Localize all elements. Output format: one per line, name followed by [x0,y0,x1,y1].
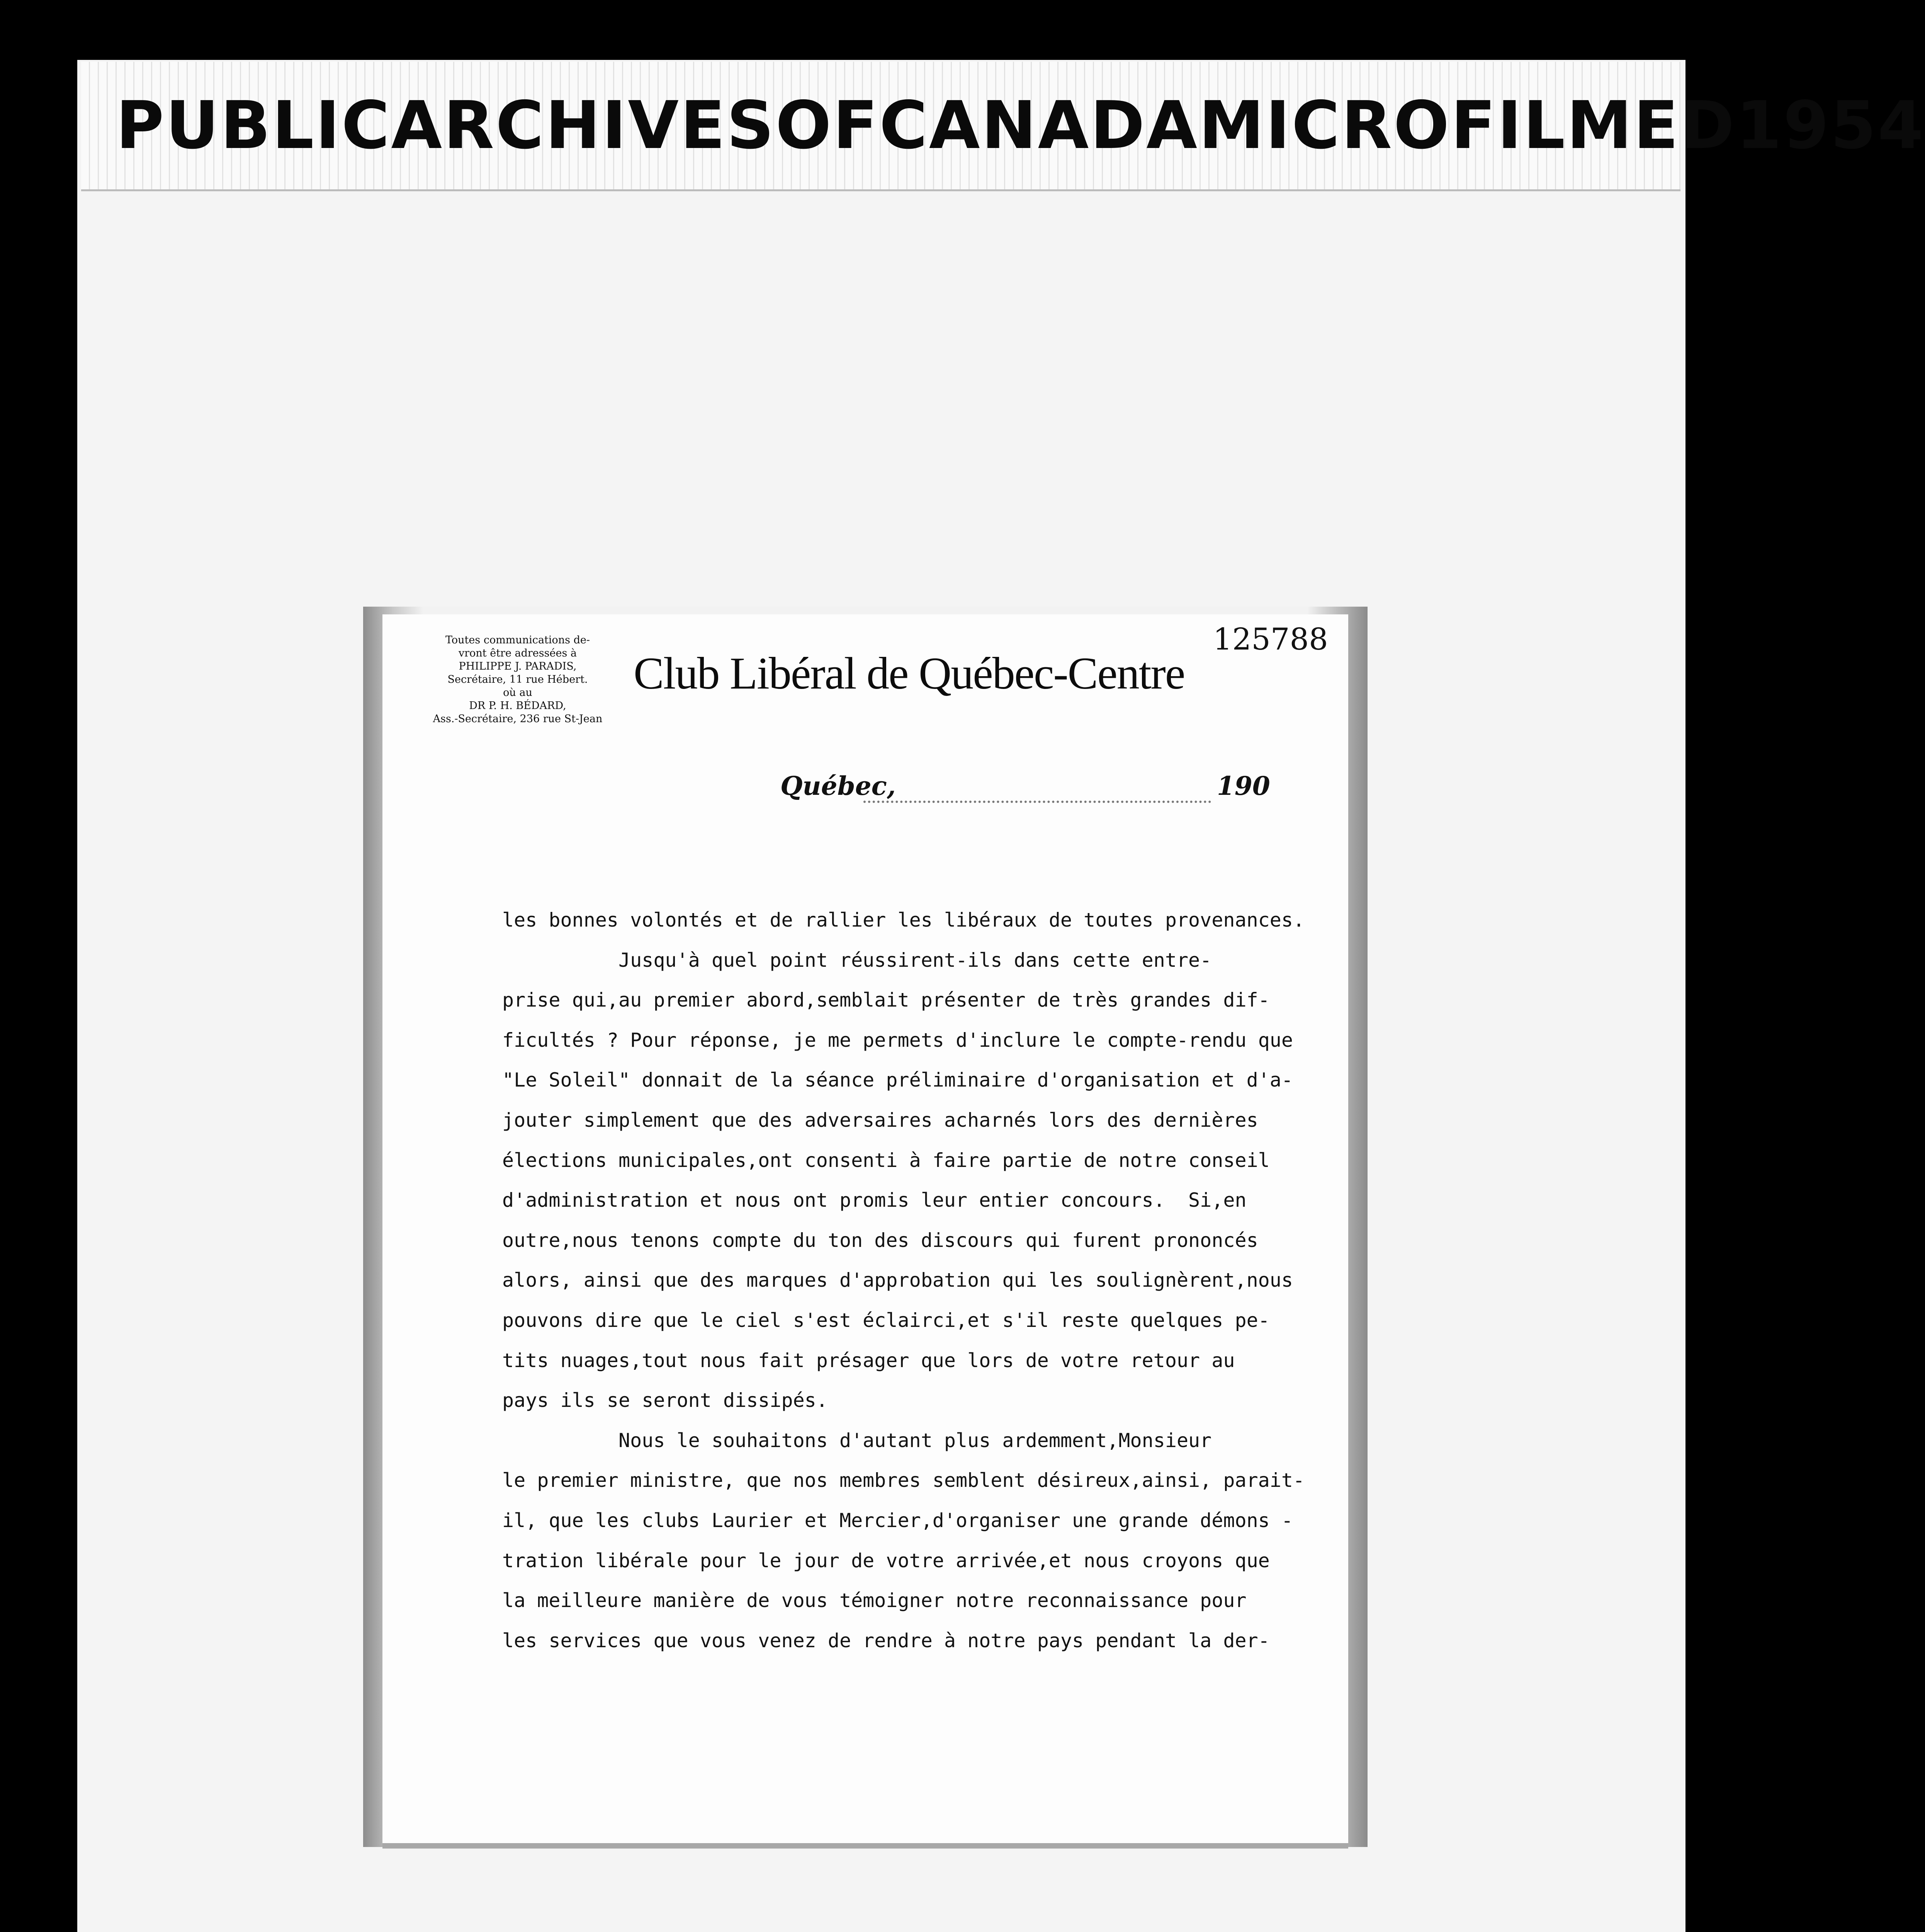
body-line: jouter simplement que des adversaires acharnés lors des dernières [502,1109,1258,1131]
address-line: Secrétaire, 11 rue Hébert. [447,673,588,685]
document-number: 125788 [1213,622,1328,657]
letterhead-address-block [425,634,610,726]
body-line: outre,nous tenons compte du ton des discours qui furent prononcés [502,1229,1258,1252]
body-line: la meilleure manière de vous témoigner notre reconnaissance pour [502,1589,1247,1612]
body-line: les bonnes volontés et de rallier les libéraux de toutes provenances. [502,909,1305,931]
body-line: alors, ainsi que des marques d'approbation qui les soulignèrent,nous [502,1269,1293,1292]
address-line: Ass.-Secrétaire, 236 rue St-Jean [433,713,603,725]
body-line: Jusqu'à quel point réussirent-ils dans cette entre- [502,949,1212,971]
letterhead-title: Club Libéral de Québec-Centre [634,648,1185,699]
letter-body [502,900,1356,1661]
body-line: le premier ministre, que nos membres semblent désireux,ainsi, parait- [502,1469,1305,1492]
body-line: Nous le souhaitons d'autant plus ardemment,Monsieur [502,1429,1212,1452]
banner-word: OF [775,87,880,164]
body-line: ficultés ? Pour réponse, je me permets d'inclure le compte-rendu que [502,1029,1293,1051]
body-line: il, que les clubs Laurier et Mercier,d'organiser une grande démons - [502,1509,1293,1532]
body-line: pouvons dire que le ciel s'est éclairci,et s'il reste quelques pe- [502,1309,1270,1332]
address-line: DR P. H. BÉDARD, [469,700,566,712]
banner-word: ARCHIVES [391,87,776,164]
body-line: tration libérale pour le jour de votre arrivée,et nous croyons que [502,1549,1270,1572]
address-line: où au [503,687,532,699]
body-line: "Le Soleil" donnait de la séance préliminaire d'organisation et d'a- [502,1069,1293,1092]
address-line: vront être adressées à [458,647,577,659]
body-line: prise qui,au premier abord,semblait présenter de très grandes dif- [502,989,1270,1012]
body-line: les services que vous venez de rendre à notre pays pendant la der- [502,1629,1270,1652]
body-line: pays ils se seront dissipés. [502,1389,828,1412]
archive-banner-title [116,83,1925,168]
body-line: d'administration et nous ont promis leur entier concours. Si,en [502,1189,1247,1212]
banner-word: 1954 [1736,87,1925,164]
banner-word: PUBLIC [116,87,391,164]
banner-word: MICROFILMED [1198,87,1736,164]
address-line: PHILIPPE J. PARADIS, [459,660,577,672]
body-line: élections municipales,ont consenti à faire partie de notre conseil [502,1149,1270,1172]
date-dotted-line [863,801,1211,803]
letter-year: 190 [1217,771,1270,801]
letter-place: Québec, [780,771,896,801]
body-line: tits nuages,tout nous fait présager que lors de votre retour au [502,1349,1235,1372]
banner-word: CANADA [879,87,1199,164]
address-line: Toutes communications de- [445,634,590,646]
